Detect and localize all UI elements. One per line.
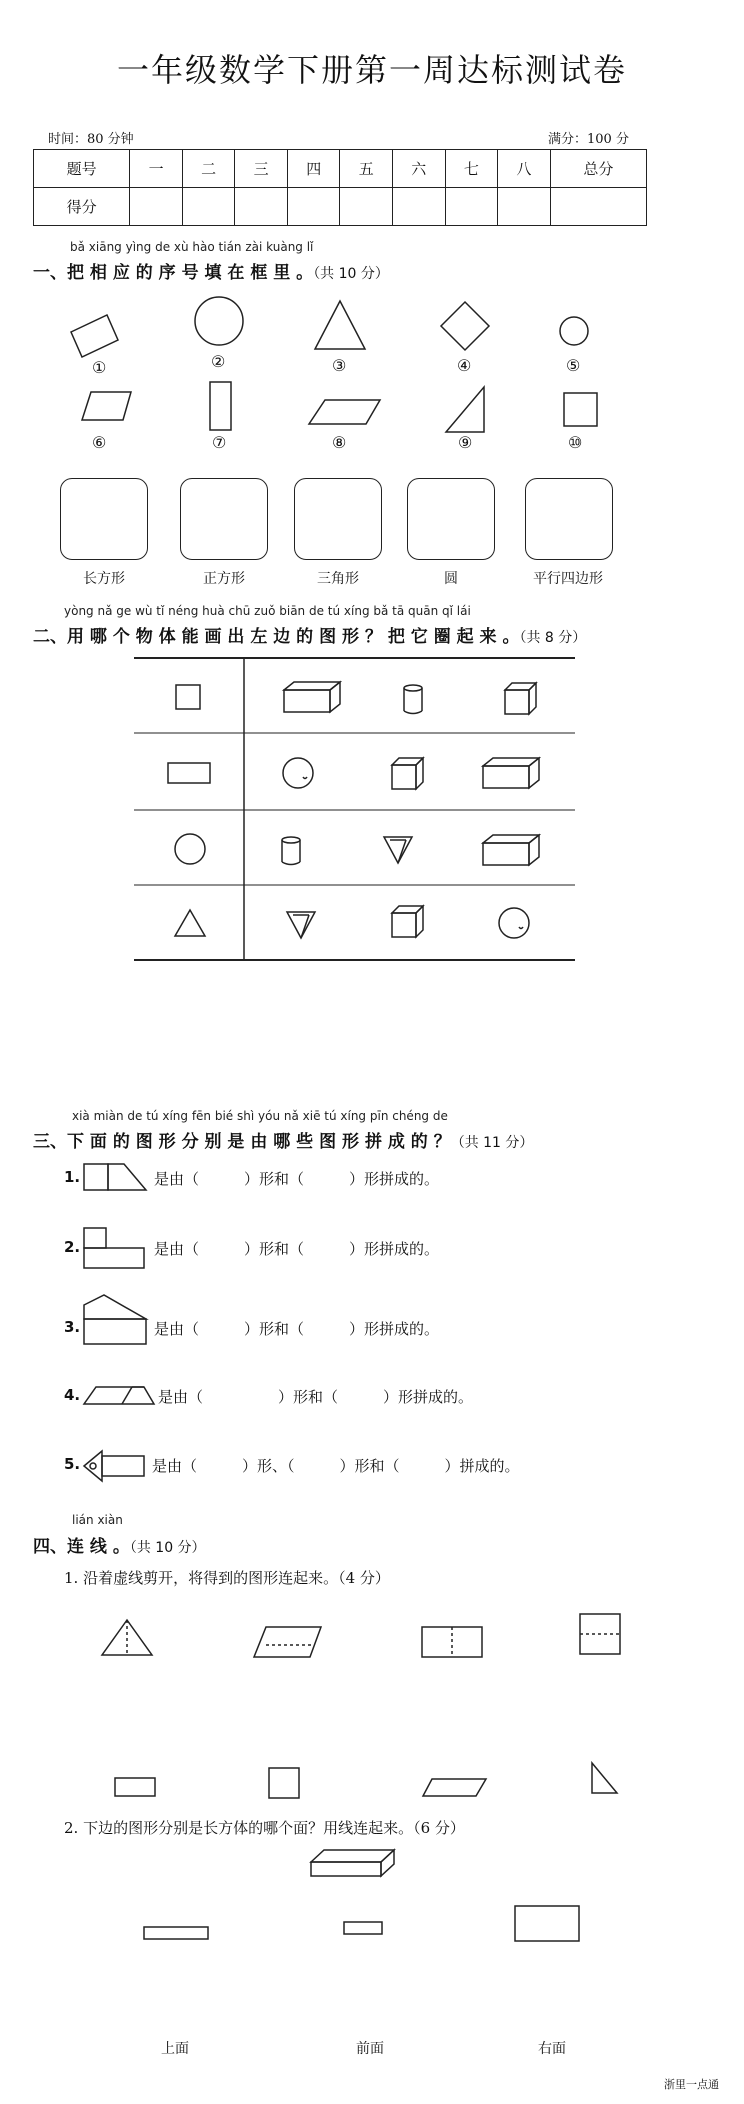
score-header-cell: 一 xyxy=(130,150,183,188)
q3-item-number xyxy=(64,1168,80,1186)
q1-number: ⑧ xyxy=(332,433,347,452)
q4-rectangle-with-dashed-line xyxy=(422,1627,482,1657)
q1-number: ③ xyxy=(332,356,347,375)
score-header-cell: 二 xyxy=(182,150,235,188)
page-title: 一年级数学下册第一周达标测试卷 xyxy=(116,51,627,89)
box-label: 正方形 xyxy=(203,571,245,587)
sphere-option[interactable] xyxy=(499,908,529,938)
q1-number: ② xyxy=(211,352,226,371)
q3-item-text: 是由（ ）形和（ ）形拼成的。 xyxy=(154,1240,440,1258)
q3-item-text: 是由（ ）形和（ ）形拼成的。 xyxy=(154,1170,440,1188)
q4-sub2: 2. 下边的图形分别是长方体的哪个面？用线连起来。（6 分） xyxy=(64,1819,465,1837)
q2-heading xyxy=(33,622,586,647)
answer-box-triangle[interactable] xyxy=(294,478,382,560)
full-score: 满分：100 分 xyxy=(548,132,629,147)
q4-pinyin: lián xiàn xyxy=(72,1513,123,1527)
face-label-front: 前面 xyxy=(356,2041,384,2057)
q4-square-with-dashed-line xyxy=(580,1614,620,1654)
answer-box-square[interactable] xyxy=(180,478,268,560)
q4-face-small-rectangle[interactable] xyxy=(344,1922,382,1934)
score-header-cell: 八 xyxy=(498,150,551,188)
q4-heading-text: 四、连 线 。 xyxy=(33,1537,130,1557)
cuboid-option[interactable] xyxy=(483,835,539,865)
q3-pinyin: xià miàn de tú xíng fēn bié shì yóu nǎ xiē tú xíng pīn chéng de xyxy=(72,1109,448,1123)
score-header-cell: 七 xyxy=(445,150,498,188)
answer-box-parallelogram[interactable] xyxy=(525,478,613,560)
sphere-option[interactable] xyxy=(283,758,313,788)
diamond-shape xyxy=(441,302,489,350)
q4-result-parallelogram[interactable] xyxy=(423,1779,486,1796)
q1-number: ⑤ xyxy=(566,356,581,375)
q1-points: （共 10 分） xyxy=(313,266,389,282)
q4-face-long-rectangle[interactable] xyxy=(144,1927,208,1939)
footer-brand: 浙里一点通 xyxy=(664,2078,719,2091)
q2-rectangle-target xyxy=(168,763,210,783)
thin-rectangle-shape xyxy=(210,382,231,430)
triangular-prism-option[interactable] xyxy=(384,837,412,863)
q4-face-large-rectangle[interactable] xyxy=(515,1906,579,1941)
box-label: 长方形 xyxy=(83,571,125,587)
q1-number: ⑩ xyxy=(568,433,583,452)
flat-parallelogram-shape xyxy=(309,400,380,424)
face-label-top: 上面 xyxy=(161,2041,189,2057)
triangular-prism-option[interactable] xyxy=(287,912,315,938)
square-shape xyxy=(564,393,597,426)
cube-option[interactable] xyxy=(505,683,536,714)
cube-option[interactable] xyxy=(392,758,423,789)
q2-triangle-target xyxy=(175,910,205,936)
score-header-cell: 总分 xyxy=(550,150,646,188)
q2-circle-target xyxy=(175,834,205,864)
circle-shape-small xyxy=(560,317,588,345)
q4-heading xyxy=(33,1532,206,1557)
q2-square-target xyxy=(176,685,200,709)
box-label: 三角形 xyxy=(317,571,359,587)
cuboid-option[interactable] xyxy=(284,682,340,712)
q3-item-text: 是由（ ）形和（ ）形拼成的。 xyxy=(154,1320,440,1338)
q3-item-number xyxy=(64,1318,80,1336)
q1-number: ④ xyxy=(457,356,472,375)
q4-parallelogram-with-dashed-line xyxy=(254,1627,321,1657)
q4-result-right-triangle[interactable] xyxy=(592,1763,617,1793)
q3-figure-2 xyxy=(84,1228,144,1268)
q3-item-number xyxy=(64,1386,80,1404)
triangle-shape xyxy=(315,301,365,349)
q4-result-square[interactable] xyxy=(269,1768,299,1798)
answer-box-rectangle[interactable] xyxy=(60,478,148,560)
q4-cuboid xyxy=(311,1850,394,1876)
q1-number: ⑦ xyxy=(212,433,227,452)
q3-item-text: 是由（ ）形、（ ）形和（ ）拼成的。 xyxy=(152,1457,520,1475)
q4-triangle-with-dashed-line xyxy=(102,1620,152,1655)
q3-heading xyxy=(33,1127,533,1152)
cylinder-option[interactable] xyxy=(404,685,422,714)
q3-figure-4 xyxy=(84,1387,154,1404)
q3-heading-text: 三、下 面 的 图 形 分 别 是 由 哪 些 图 形 拼 成 的 ？ xyxy=(33,1132,451,1152)
q3-num: 2. xyxy=(64,1238,81,1256)
score-header-cell: 四 xyxy=(287,150,340,188)
face-label-right: 右面 xyxy=(538,2041,566,2057)
q1-number: ① xyxy=(92,358,107,377)
q4-points: （共 10 分） xyxy=(129,1540,206,1556)
q1-number: ⑨ xyxy=(458,433,473,452)
right-triangle-shape xyxy=(446,387,484,432)
score-header-cell: 六 xyxy=(393,150,446,188)
cube-option[interactable] xyxy=(392,906,423,937)
q3-item-number xyxy=(64,1455,80,1473)
q1-pinyin: bǎ xiāng yìng de xù hào tián zài kuàng lǐ xyxy=(70,240,314,254)
q3-points: （共 11 分） xyxy=(450,1135,534,1151)
q3-figure-3 xyxy=(84,1295,146,1344)
q1-number: ⑥ xyxy=(92,433,107,452)
q3-item-number xyxy=(64,1238,80,1256)
cylinder-option[interactable] xyxy=(282,837,300,865)
q2-points: （共 8 分） xyxy=(519,630,587,646)
q1-heading-text: 一、把 相 应 的 序 号 填 在 框 里 。 xyxy=(33,263,314,283)
q3-num: 3. xyxy=(64,1318,81,1336)
box-label: 平行四边形 xyxy=(533,571,603,587)
q3-num: 5. xyxy=(64,1455,81,1473)
q3-figure-1 xyxy=(84,1164,146,1190)
circle-shape-large xyxy=(195,297,243,345)
score-header-cell: 三 xyxy=(235,150,288,188)
q4-sub1: 1. 沿着虚线剪开，将得到的图形连起来。（4 分） xyxy=(64,1569,390,1587)
answer-box-circle[interactable] xyxy=(407,478,495,560)
q4-result-rectangle[interactable] xyxy=(115,1778,155,1796)
box-label: 圆 xyxy=(444,571,458,587)
score-header-cell: 题号 xyxy=(34,150,130,188)
q3-figure-5 xyxy=(84,1451,144,1481)
q3-num: 1. xyxy=(64,1168,81,1186)
q2-heading-text: 二、用 哪 个 物 体 能 画 出 左 边 的 图 形 ？ 把 它 圈 起 来 。 xyxy=(33,627,520,647)
q3-num: 4. xyxy=(64,1386,81,1404)
time-limit: 时间：80 分钟 xyxy=(48,132,134,147)
score-header-cell: 五 xyxy=(340,150,393,188)
q3-item-text: 是由（ ）形和（ ）形拼成的。 xyxy=(158,1388,474,1406)
parallelogram-shape xyxy=(82,392,131,420)
cuboid-option[interactable] xyxy=(483,758,539,788)
tilted-rectangle-shape xyxy=(71,315,118,357)
q2-pinyin: yòng nǎ ge wù tǐ néng huà chū zuǒ biān de tú xíng bǎ tā quān qǐ lái xyxy=(64,604,471,618)
score-row-label: 得分 xyxy=(34,188,130,226)
